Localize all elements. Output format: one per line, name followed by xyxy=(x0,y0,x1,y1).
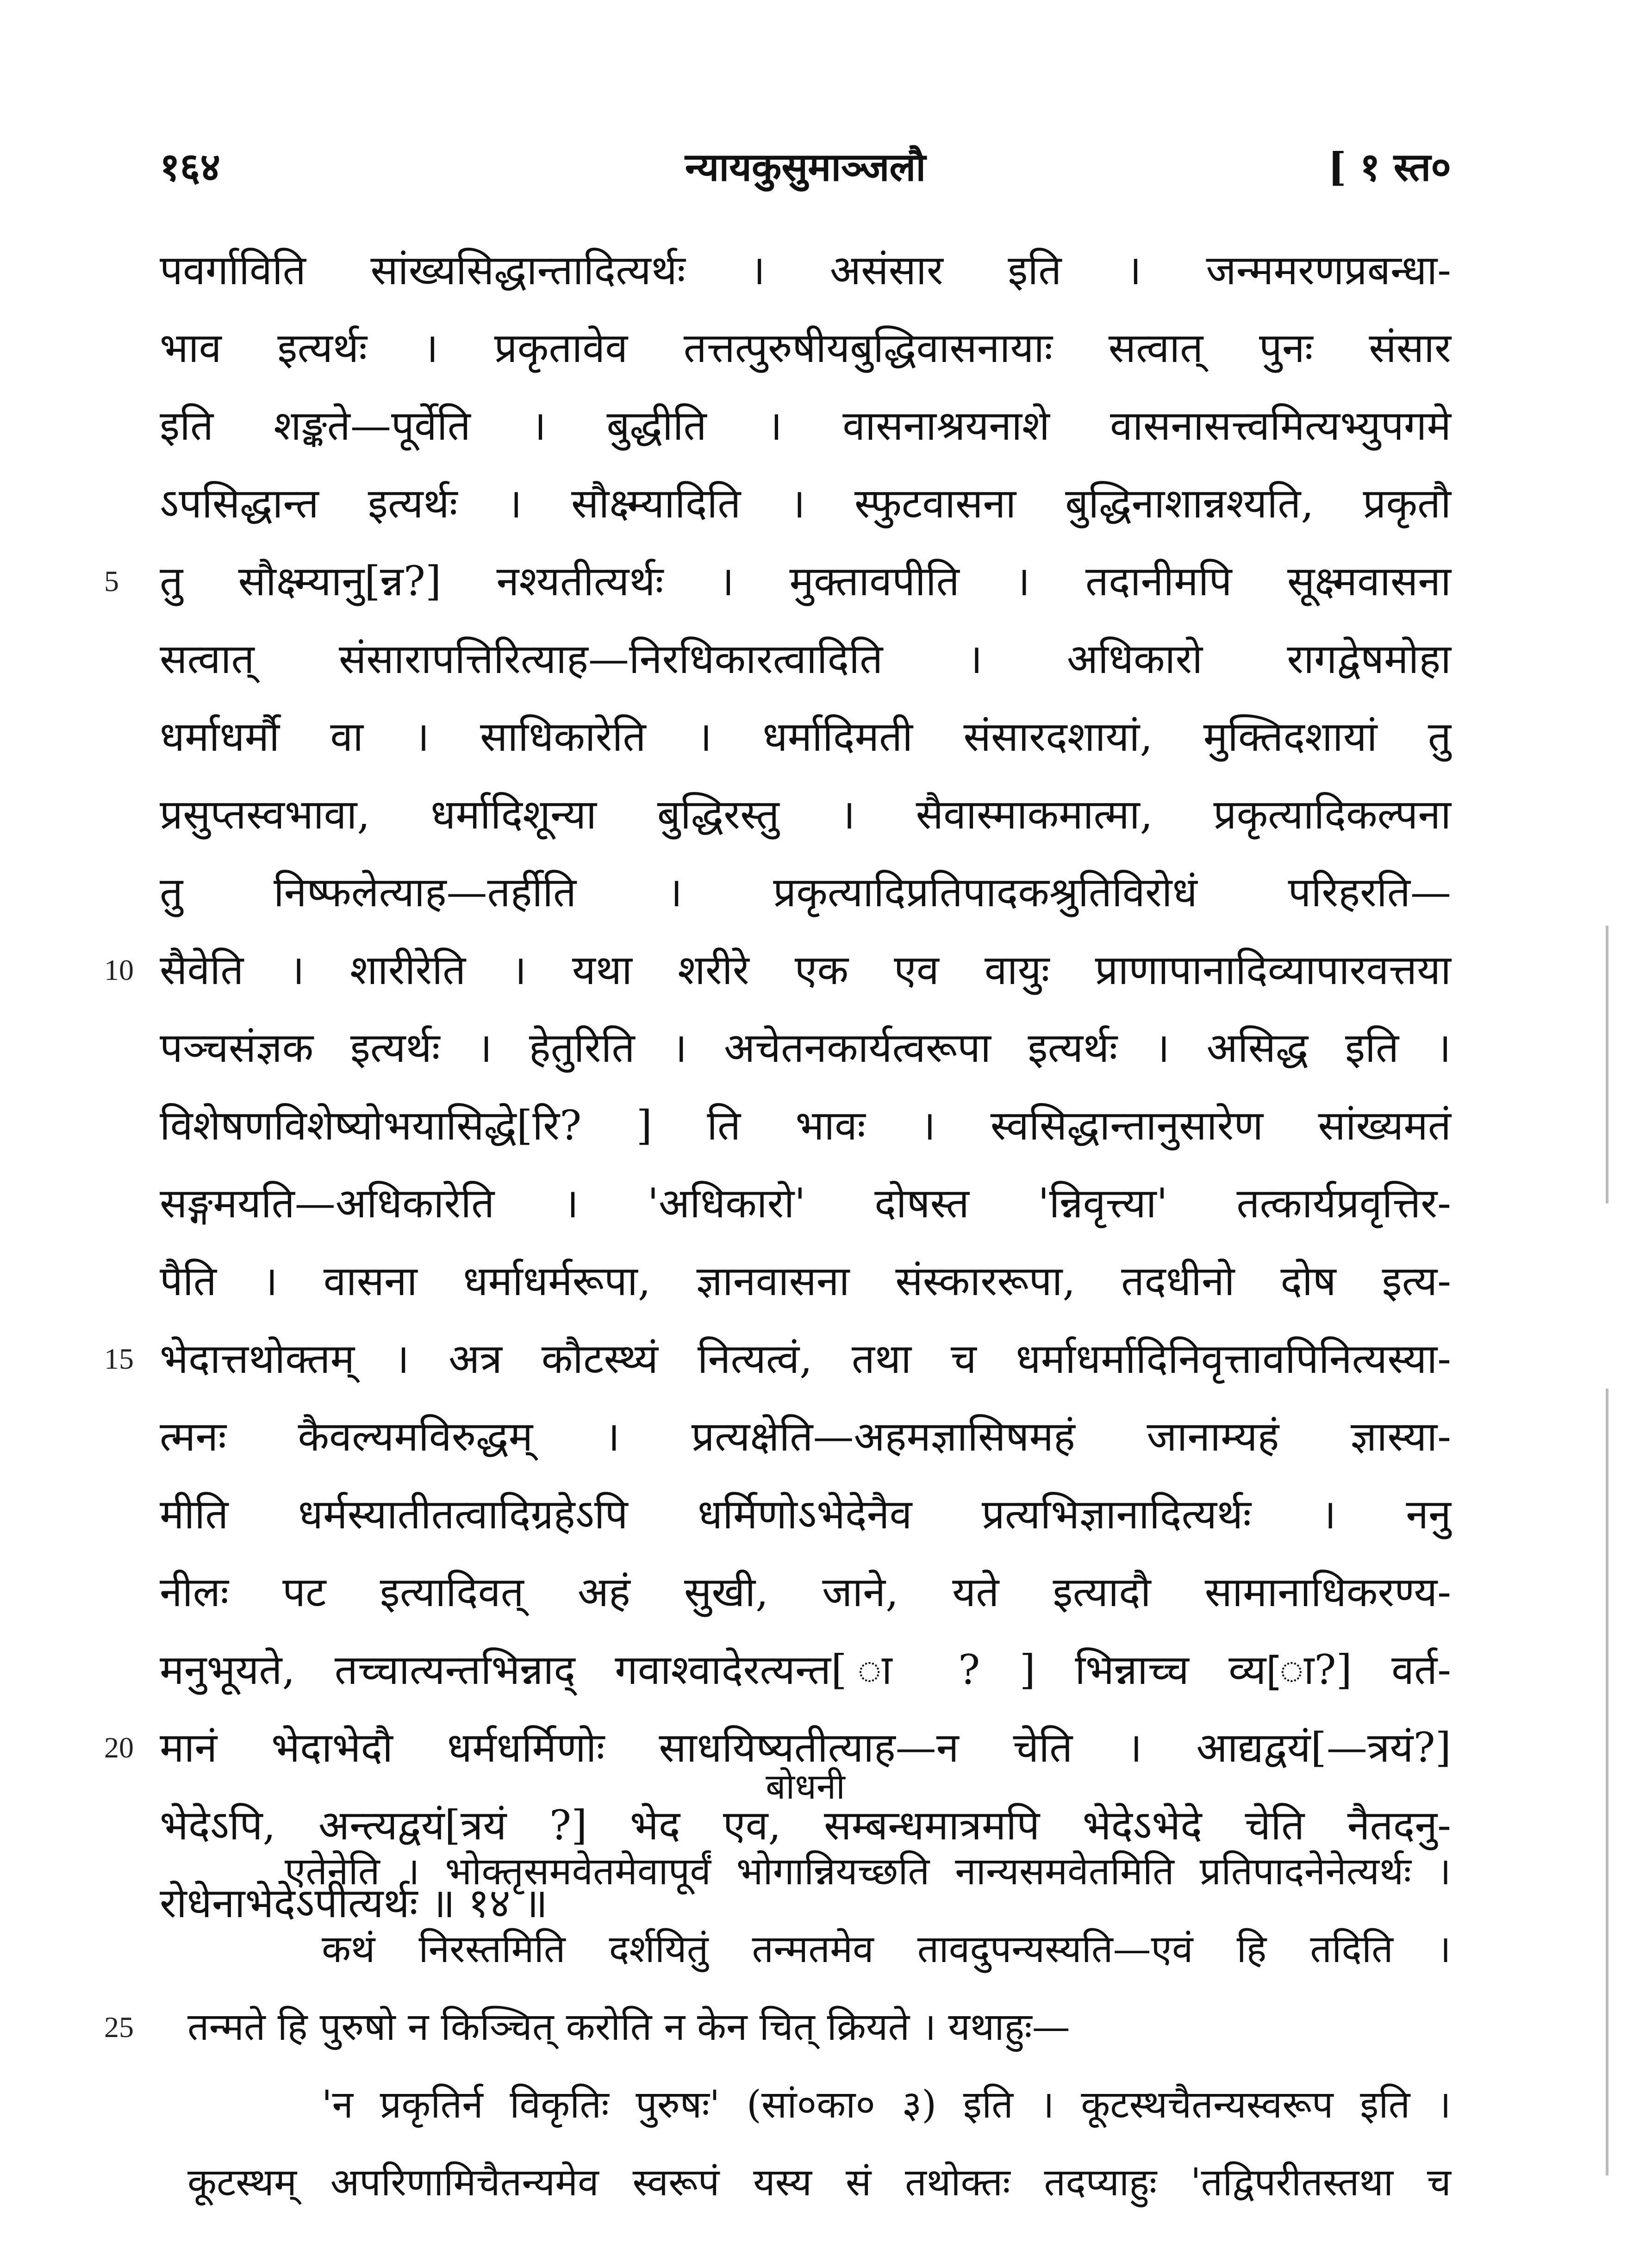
line-number: 25 xyxy=(104,2011,134,2044)
line-text: ऽपसिद्धान्त इत्यर्थः । सौक्ष्म्यादिति । स्फुटवासना बुद्धिनाशान्नश्यति, प्रकृतौ xyxy=(160,480,1451,527)
line-number: 15 xyxy=(104,1342,134,1375)
line-text: पवर्गाविति सांख्यसिद्धान्तादित्यर्थः । असंसार इति । जन्ममरणप्रबन्धा- xyxy=(160,246,1451,294)
margin-rule xyxy=(1606,1389,1608,2175)
line-number: 20 xyxy=(104,1731,134,1764)
commentary-line xyxy=(160,1087,1451,1165)
line-text: सत्वात् संसारापत्तिरित्याह—निरधिकारत्वादिति । अधिकारो रागद्वेषमोहा xyxy=(160,635,1451,683)
commentary-line xyxy=(160,620,1451,698)
page-header xyxy=(160,139,1451,194)
bodhani-line xyxy=(187,1911,1451,1988)
line-text: रोधेनाभेदेऽपीत्यर्थः ॥ १४ ॥ xyxy=(160,1879,548,1927)
commentary-line xyxy=(160,465,1451,542)
line-text: 'न प्रकृतिर्न विकृतिः पुरुषः' (सां०का० ३) इति । कूटस्थचैतन्यस्वरूप इति । xyxy=(322,2083,1451,2127)
commentary-line xyxy=(160,231,1451,309)
bodhani-line xyxy=(187,2066,1451,2144)
commentary-line xyxy=(160,776,1451,854)
commentary-line xyxy=(160,309,1451,387)
commentary-line xyxy=(104,542,1451,620)
line-text: पञ्चसंज्ञक इत्यर्थः । हेतुरिति । अचेतनकार्यत्वरूपा इत्यर्थः । असिद्ध इति । xyxy=(160,1024,1451,1072)
line-number: 10 xyxy=(104,953,134,986)
commentary-line xyxy=(104,931,1451,1009)
line-text: त्मनः कैवल्यमविरुद्धम् । प्रत्यक्षेति—अहमज्ञासिषमहं जानाम्यहं ज्ञास्या- xyxy=(160,1413,1451,1460)
bodhani-block xyxy=(104,1833,1451,2222)
page-number: १६४ xyxy=(160,144,221,190)
commentary-block xyxy=(104,231,1451,1942)
commentary-line xyxy=(160,854,1451,931)
commentary-line xyxy=(160,1398,1451,1476)
line-text: तु निष्फलेत्याह—तर्हीति । प्रकृत्यादिप्रतिपादकश्रुतिविरोधं परिहरति— xyxy=(160,868,1451,916)
line-text: मनुभूयते, तच्चात्यन्तभिन्नाद् गवाश्वादेरत्यन्त[ ा ? ] भिन्नाच्च व्य[ा?] वर्त- xyxy=(160,1646,1451,1694)
commentary-line xyxy=(104,1320,1451,1398)
line-text: भेदात्तथोक्तम् । अत्र कौटस्थ्यं नित्यत्वं, तथा च धर्माधर्मादिनिवृत्तावपिनित्यस्या- xyxy=(160,1335,1451,1383)
line-text: इति शङ्कते—पूर्वेति । बुद्धीति । वासनाश्रयनाशे वासनासत्त्वमित्यभ्युपगमे xyxy=(160,402,1451,449)
margin-rule xyxy=(1606,926,1608,1203)
line-text: विशेषणविशेष्योभयासिद्धे[रि? ] ति भावः । स्वसिद्धान्तानुसारेण सांख्यमतं xyxy=(160,1102,1451,1149)
commentary-line xyxy=(160,1476,1451,1553)
line-text: मीति धर्मस्यातीतत्वादिग्रहेऽपि धर्मिणोऽभेदेनैव प्रत्यभिज्ञानादित्यर्थः । ननु xyxy=(160,1490,1451,1538)
bodhani-line xyxy=(187,2144,1451,2222)
commentary-line xyxy=(160,1553,1451,1631)
line-text: कथं निरस्तमिति दर्शयितुं तन्मतमेव तावदुपन्यस्यति—एवं हि तदिति । xyxy=(322,1927,1451,1971)
line-text: मानं भेदाभेदौ धर्मधर्मिणोः साधयिष्यतीत्याह—न चेति । आद्यद्वयं[—त्रयं?] xyxy=(160,1724,1451,1771)
line-text: पैति । वासना धर्माधर्मरूपा, ज्ञानवासना संस्काररूपा, तदधीनो दोष इत्य- xyxy=(160,1257,1451,1305)
line-text: कूटस्थम् अपरिणामिचैतन्यमेव स्वरूपं यस्य सं तथोक्तः तदप्याहुः 'तद्विपरीतस्तथा च xyxy=(187,2161,1451,2205)
line-number: 5 xyxy=(104,565,119,598)
running-title: न्यायकुसुमाञ्जलौ xyxy=(685,144,926,190)
commentary-line xyxy=(160,1242,1451,1320)
line-text: नीलः पट इत्यादिवत् अहं सुखी, जाने, यते इत्यादौ सामानाधिकरण्य- xyxy=(160,1568,1451,1616)
bodhani-line xyxy=(187,1833,1451,1911)
commentary-line xyxy=(160,1009,1451,1087)
commentary-line xyxy=(160,698,1451,776)
section-reference: [ १ स्त० xyxy=(1328,144,1451,190)
line-text: सैवेति । शारीरेति । यथा शरीरे एक एव वायुः प्राणापानादिव्यापारवत्तया xyxy=(160,946,1451,994)
section-heading: बोधनी xyxy=(766,1766,845,1807)
line-text: तु सौक्ष्म्यानु[न्न?] नश्यतीत्यर्थः । मुक्तावपीति । तदानीमपि सूक्ष्मवासना xyxy=(160,557,1451,605)
line-text: भेदेऽपि, अन्त्यद्वयं[त्रयं ?] भेद एव, सम्बन्धमात्रमपि भेदेऽभेदे चेति नैतदनु- xyxy=(160,1801,1451,1849)
line-text: भाव इत्यर्थः । प्रकृतावेव तत्तत्पुरुषीयबुद्धिवासनायाः सत्वात् पुनः संसार xyxy=(160,324,1451,372)
line-text: प्रसुप्तस्वभावा, धर्मादिशून्या बुद्धिरस्तु । सैवास्माकमात्मा, प्रकृत्यादिकल्पना xyxy=(160,791,1451,838)
line-text: धर्माधर्मौ वा । साधिकारेति । धर्मादिमती संसारदशायां, मुक्तिदशायां तु xyxy=(160,713,1451,760)
line-text: एतेनेति । भोक्तृसमवेतमेवापूर्वं भोगान्नियच्छति नान्यसमवेतमिति प्रतिपादनेनेत्यर्थः । xyxy=(285,1850,1451,1894)
commentary-line xyxy=(160,387,1451,465)
line-text: सङ्गमयति—अधिकारेति । 'अधिकारो' दोषस्त 'न्निवृत्त्या' तत्कार्यप्रवृत्तिर- xyxy=(160,1179,1451,1227)
commentary-line xyxy=(160,1165,1451,1242)
bodhani-line xyxy=(104,1988,1451,2066)
commentary-line xyxy=(160,1631,1451,1709)
line-text: तन्मते हि पुरुषो न किञ्चित् करोति न केन चित् क्रियते । यथाहुः— xyxy=(187,2005,1070,2049)
